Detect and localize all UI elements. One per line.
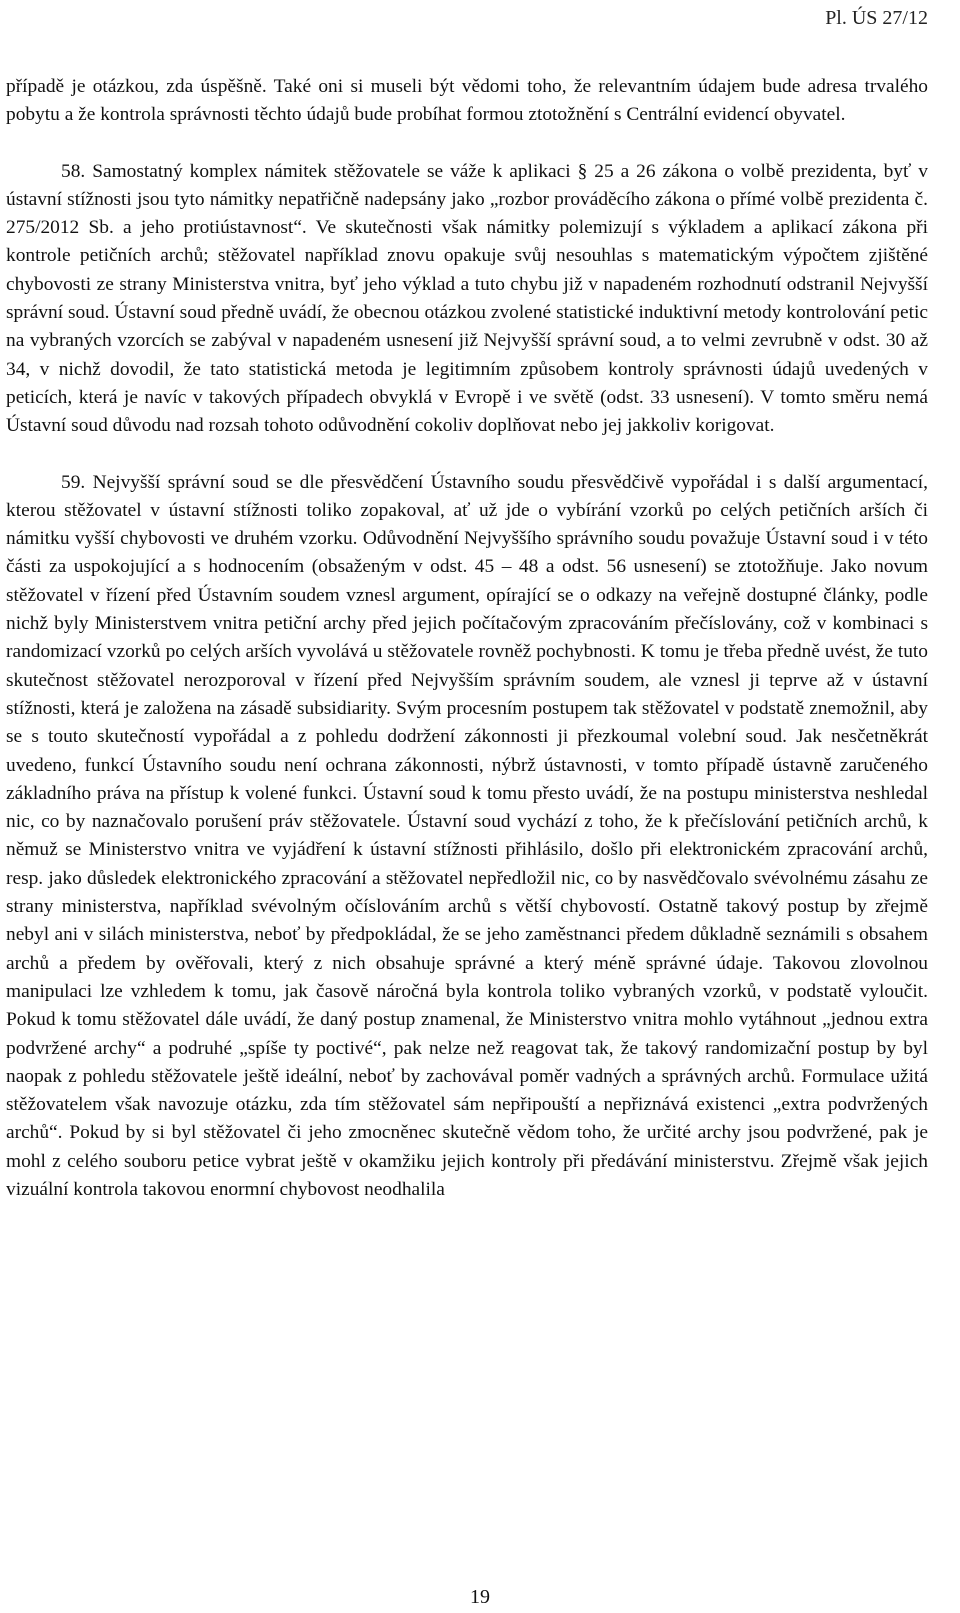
page-number: 19 — [470, 1586, 490, 1608]
case-number-header: Pl. ÚS 27/12 — [825, 7, 928, 29]
paragraph-continuation: případě je otázkou, zda úspěšně. Také oni si museli být vědomi toho, že relevantním údajem bude adresa trvalého pobytu a že kontrola správnosti těchto údajů bude probíhat formou ztotožnění s Centrální evidencí obyvatel. — [6, 76, 928, 126]
paragraph-59: 59. Nejvyšší správní soud se dle přesvědčení Ústavního soudu přesvědčivě vypořádal i s další argumentací, kterou stěžovatel v ústavní stížnosti toliko zopakoval, ať už jde o vybírání vzorků po celých petičních arších či námitku vyšší chybovosti ve druhém vzorku. Odůvodnění Nejvyššího správního soudu považuje Ústavní soud i v této části za uspokojující a s hodnocením (obsaženým v odst. 45 – 48 a odst. 56 usnesení) se ztotožňuje. Jako novum stěžovatel v řízení před Ústavním soudem vznesl argument, opírající se o odkazy na veřejně dostupné články, podle nichž byly Ministerstvem vnitra petiční archy před jejich počítačovým zpracováním přečíslovány, což v kombinaci s randomizací vzorků po celých arších vyvolává u stěžovatele rovněž pochybnosti. K tomu je třeba předně uvést, že tuto skutečnost stěžovatel nerozporoval v řízení před Nejvyšším správním soudem, ale vznesl ji teprve až v ústavní stížnosti, která je založena na zásadě subsidiarity. Svým procesním postupem tak stěžovatel v podstatě znemožnil, aby se s touto skutečností vypořádal a z pohledu dodržení zákonnosti ji přezkoumal volební soud. Jak nesčetněkrát uvedeno, funkcí Ústavního soudu není ochrana zákonnosti, nýbrž ústavnosti, v tomto případě ústavně zaručeného základního práva na přístup k volené funkci. Ústavní soud k tomu přesto uvádí, že na postupu ministerstva neshledal nic, co by naznačovalo porušení práv stěžovatele. Ústavní soud vychází z toho, že k přečíslování petičních archů, k němuž se Ministerstvo vnitra ve vyjádření k ústavní stížnosti přihlásilo, došlo při elektronickém zpracování archů, resp. jako důsledek elektronického zpracování a stěžovatel nepředložil nic, co by nasvědčovalo svévolnému zásahu ze strany ministerstva, například svévolným očíslováním archů s větší chybovostí. Ostatně takový postup by zřejmě nebyl ani v silách ministerstva, neboť by předpokládal, že se jeho zaměstnanci předem důkladně seznámili s obsahem archů a předem by ověřovali, který z nich obsahuje správné a který méně správné údaje. Takovou zlovolnou manipulaci lze vzhledem k tomu, jak časově náročná byla kontrola toliko vybraných vzorků, v podstatě vyloučit. Pokud k tomu stěžovatel dále uvádí, že daný postup znamenal, že Ministerstvo vnitra mohlo vytáhnout „jednou extra podvržené archy“ a podruhé „spíše ty poctivé“, pak nelze než reagovat tak, že takový randomizační postup by byl naopak z pohledu stěžovatele ještě ideální, neboť by zachovával poměr vadných a správných archů. Formulace užitá stěžovatelem však navozuje otázku, zda tím stěžovatel sám nepřipouští a nepřiznává existenci „extra podvržených archů“. Pokud by si byl stěžovatel či jeho zmocněnec skutečně vědom toho, že určité archy jsou podvržené, pak je mohl z celého souboru petice vybrat ještě v okamžiku jejich kontroly při předávání ministerstvu. Zřejmě však jejich vizuální kontrola takovou enormní chybovost neodhalila — [6, 471, 928, 1200]
document-body — [6, 73, 928, 1204]
paragraph-58: 58. Samostatný komplex námitek stěžovatele se váže k aplikaci § 25 a 26 zákona o volbě prezidenta, byť v ústavní stížnosti jsou tyto námitky nepatřičně nadepsány jako „rozbor prováděcího zákona o přímé volbě prezidenta č. 275/2012 Sb. a jeho protiústavnost“. Ve skutečnosti však námitky polemizují s výkladem a aplikací zákona při kontrole petičních archů; stěžovatel například znovu opakuje svůj nesouhlas s matematickým výpočtem zjištěné chybovosti ze strany Ministerstva vnitra, byť jeho výklad a tuto chybu již v napadeném rozhodnutí odstranil Nejvyšší správní soud. Ústavní soud předně uvádí, že obecnou otázkou zvolené statistické induktivní metody kontrolování petic na vybraných vzorcích se zabýval v napadeném usnesení již Nejvyšší správní soud, a to velmi zevrubně v odst. 30 až 34, v nichž dovodil, že tato statistická metoda je legitimním způsobem kontroly správnosti údajů uvedených v peticích, která je navíc v takových případech obvyklá v Evropě i ve světě (odst. 33 usnesení). V tomto směru nemá Ústavní soud důvodu nad rozsah tohoto odůvodnění cokoliv doplňovat nebo jej jakkoliv korigovat. — [6, 160, 928, 437]
